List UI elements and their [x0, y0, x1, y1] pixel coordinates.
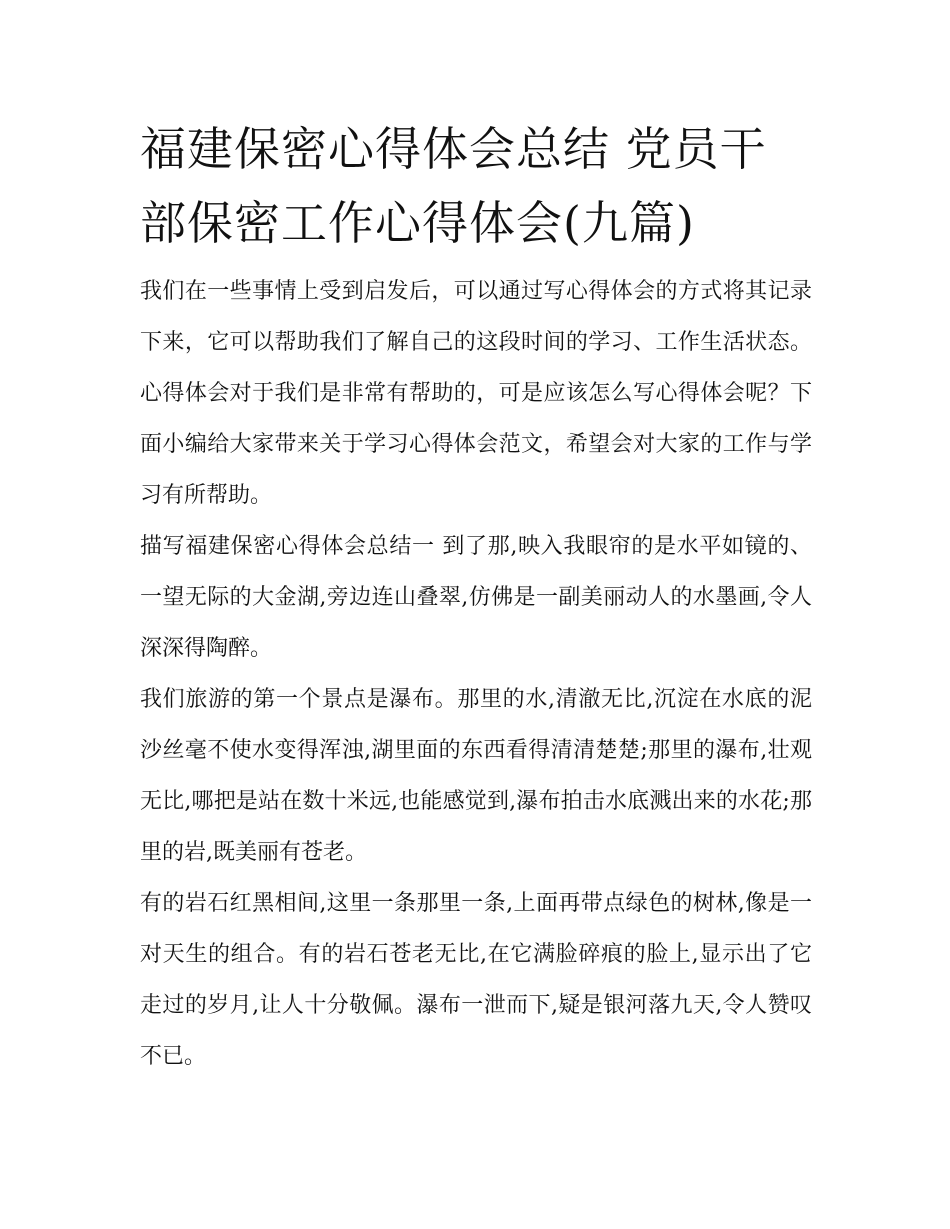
body-paragraph-3: 有的岩石红黑相间,这里一条那里一条,上面再带点绿色的树林,像是一对天生的组合。有的岩石苍老无比,在它满脸碎痕的脸上,显示出了它走过的岁月,让人十分敬佩。瀑布一泄而下,疑是银河落九天,令人赞叹不已。 [140, 891, 812, 1069]
intro-paragraph: 我们在一些事情上受到启发后，可以通过写心得体会的方式将其记录下来，它可以帮助我们了解自己的这段时间的学习、工作生活状态。心得体会对于我们是非常有帮助的，可是应该怎么写心得体会呢？下面小编给大家带来关于学习心得体会范文，希望会对大家的工作与学习有所帮助。 [140, 279, 812, 508]
body-paragraph-1: 描写福建保密心得体会总结一 到了那,映入我眼帘的是水平如镜的、一望无际的大金湖,旁边连山叠翠,仿佛是一副美丽动人的水墨画,令人深深得陶醉。 [140, 534, 812, 661]
document-title: 福建保密心得体会总结 党员干部保密工作心得体会(九篇) [140, 122, 767, 250]
document-page [140, 112, 812, 1082]
body-paragraph-2: 我们旅游的第一个景点是瀑布。那里的水,清澈无比,沉淀在水底的泥沙丝毫不使水变得浑浊,湖里面的东西看得清清楚楚;那里的瀑布,壮观无比,哪把是站在数十米远,也能感觉到,瀑布拍击水底溅出来的水花;那里的岩,既美丽有苍老。 [140, 687, 812, 865]
